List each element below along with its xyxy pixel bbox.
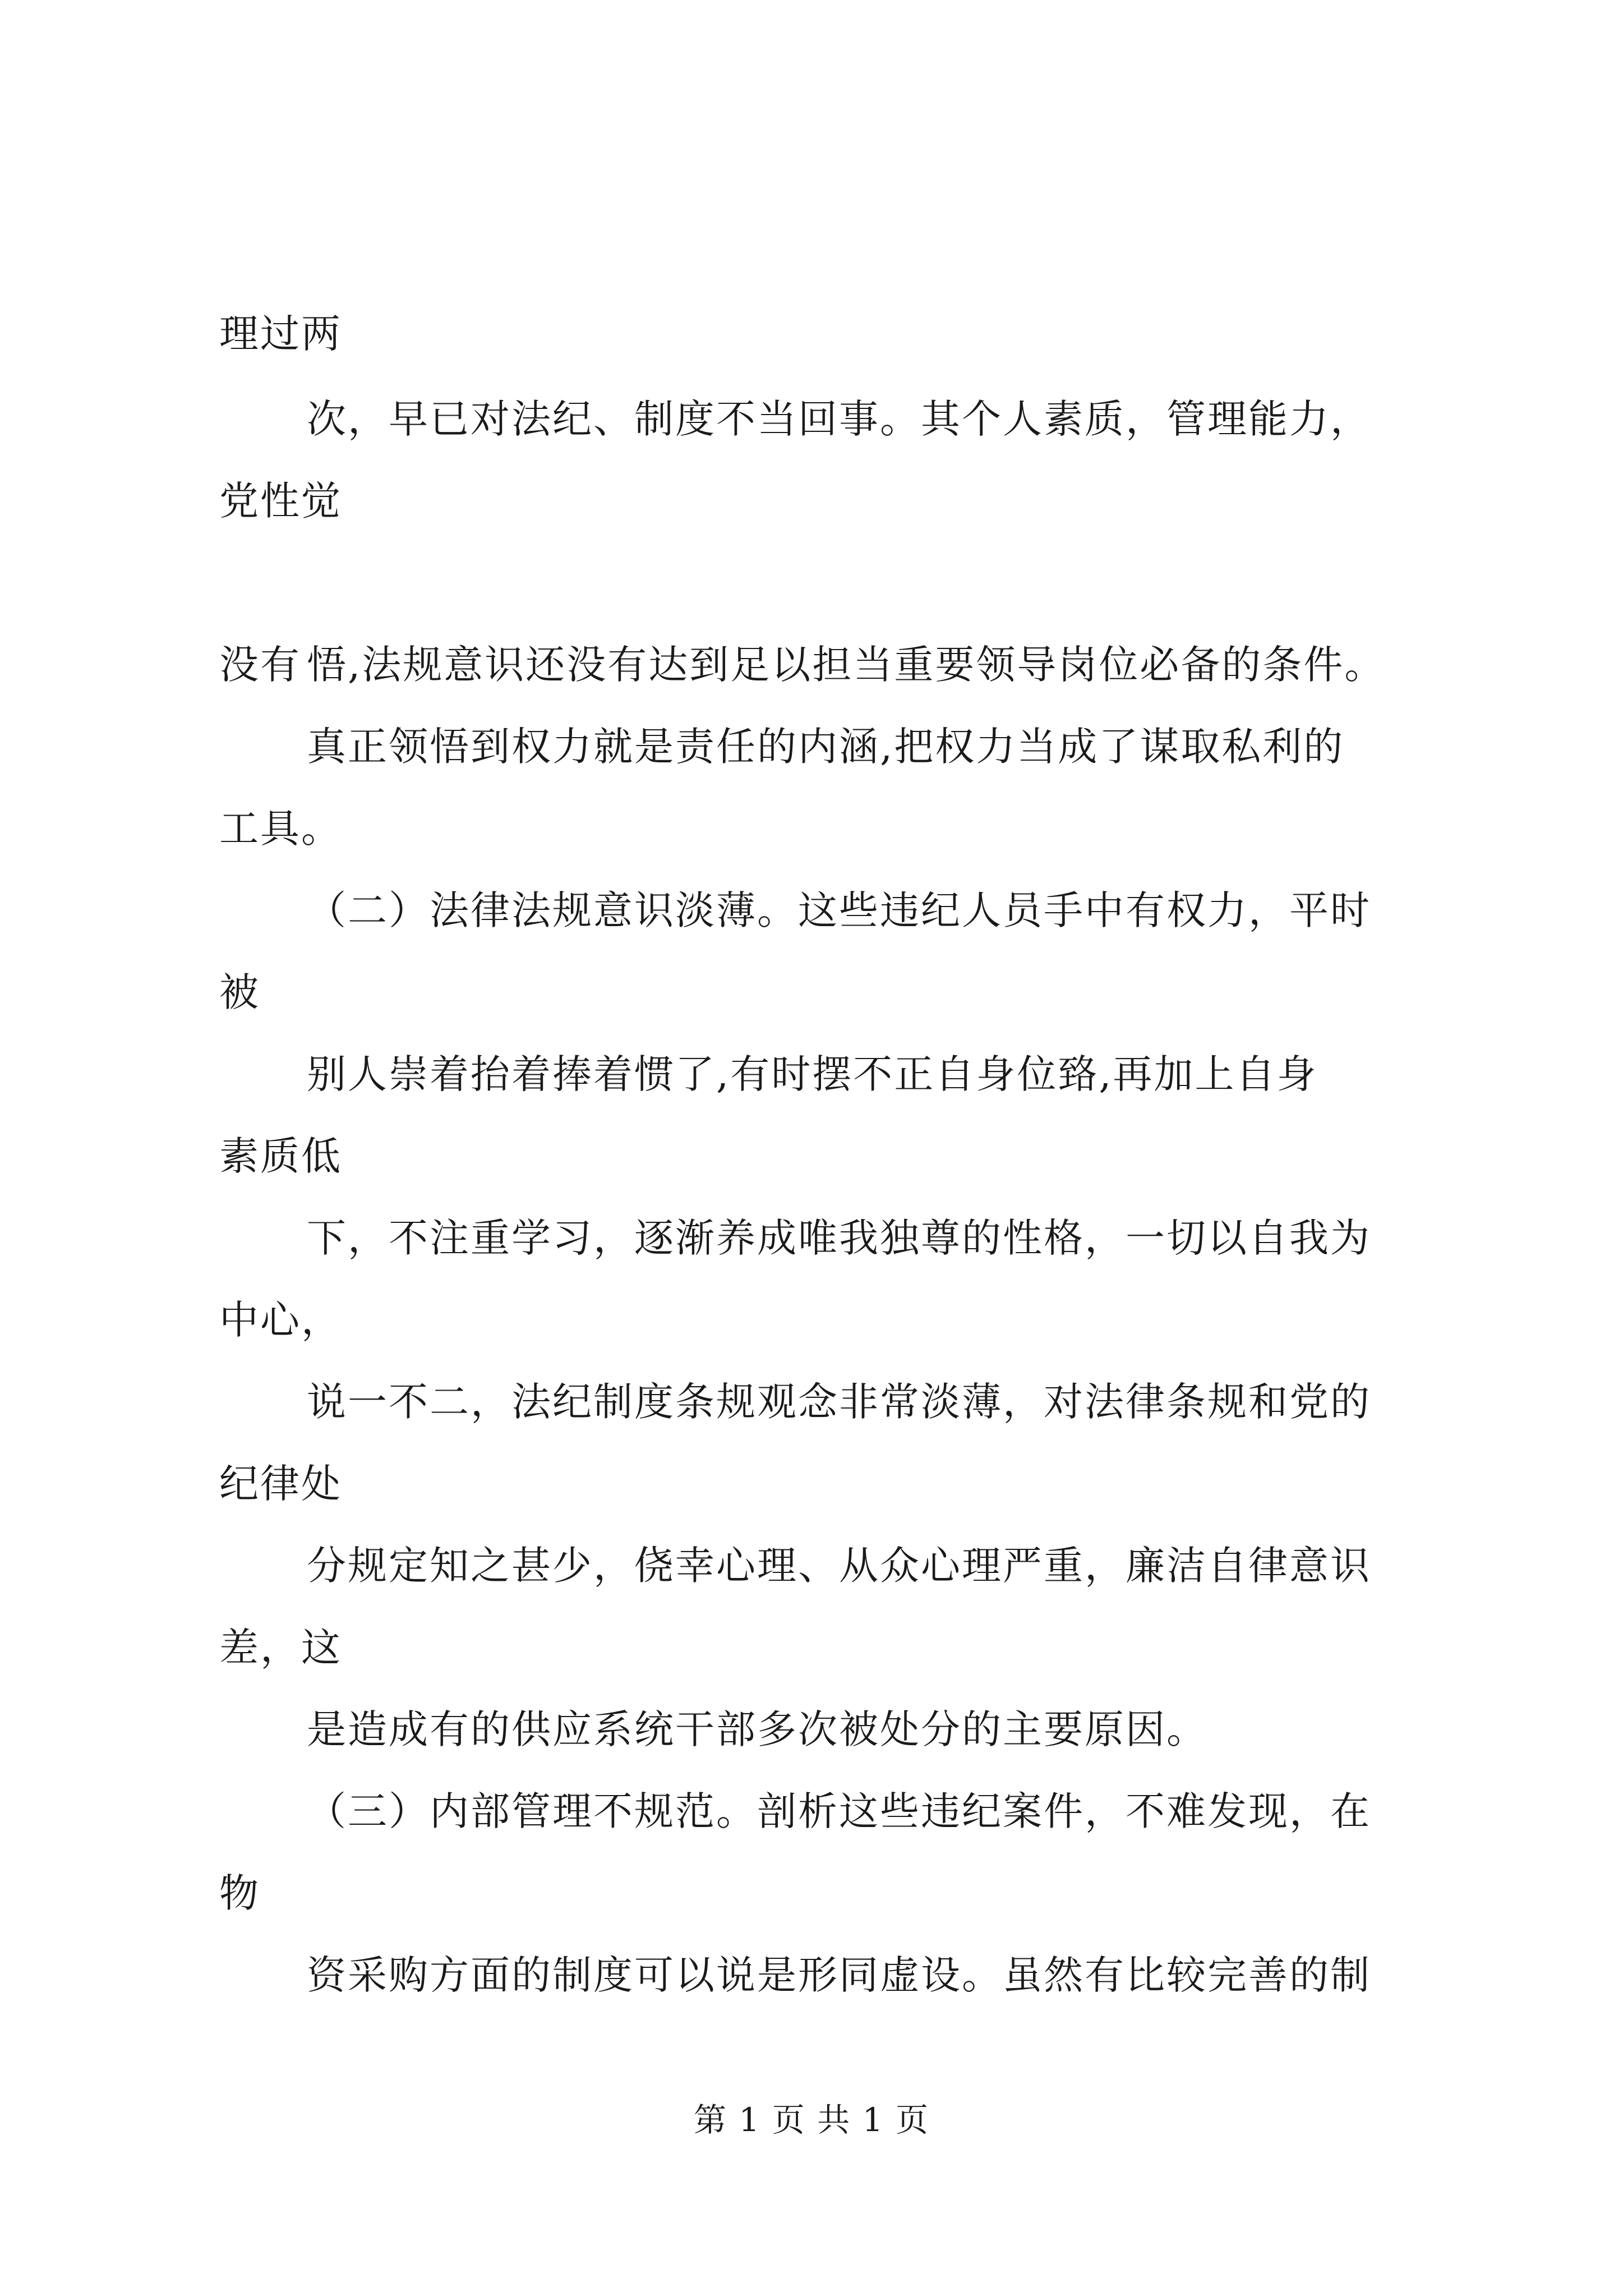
text-line: 没有 <box>219 642 301 688</box>
text-line: 说一不二，法纪制度条规观念非常淡薄，对法律条规和党的 <box>307 1379 1371 1425</box>
text-line: 被 <box>219 969 260 1015</box>
text-line: 差，这 <box>219 1625 342 1671</box>
text-line: 党性觉 <box>219 478 342 524</box>
text-line: 是造成有的供应系统干部多次被处分的主要原因。 <box>307 1706 1207 1752</box>
text-line: 次，早已对法纪、制度不当回事。其个人素质，管理能力， <box>307 396 1371 442</box>
text-line: 理过两 <box>219 311 342 357</box>
page-footer: 第 1 页 共 1 页 <box>694 2101 929 2139</box>
text-line: 真正领悟到权力就是责任的内涵,把权力当成了谋取私利的 <box>307 724 1345 770</box>
text-line: 工具。 <box>219 806 342 852</box>
text-line: 资采购方面的制度可以说是形同虚设。虽然有比较完善的制 <box>307 1952 1371 1998</box>
text-line: 素质低 <box>219 1133 342 1179</box>
text-line: 悟,法规意识还没有达到足以担当重要领导岗位必备的条件。 <box>307 642 1386 688</box>
text-line: 下，不注重学习，逐渐养成唯我独尊的性格，一切以自我为 <box>307 1215 1371 1261</box>
text-line: 别人崇着抬着捧着惯了,有时摆不正自身位臵,再加上自身 <box>307 1051 1318 1097</box>
text-line: 中心， <box>219 1297 342 1343</box>
text-line: 分规定知之甚少，侥幸心理、从众心理严重，廉洁自律意识 <box>307 1543 1371 1589</box>
text-line: （二）法律法规意识淡薄。这些违纪人员手中有权力，平时 <box>307 887 1371 933</box>
text-line: 物 <box>219 1870 260 1916</box>
text-line: （三）内部管理不规范。剖析这些违纪案件，不难发现，在 <box>307 1788 1371 1834</box>
text-line: 纪律处 <box>219 1461 342 1507</box>
